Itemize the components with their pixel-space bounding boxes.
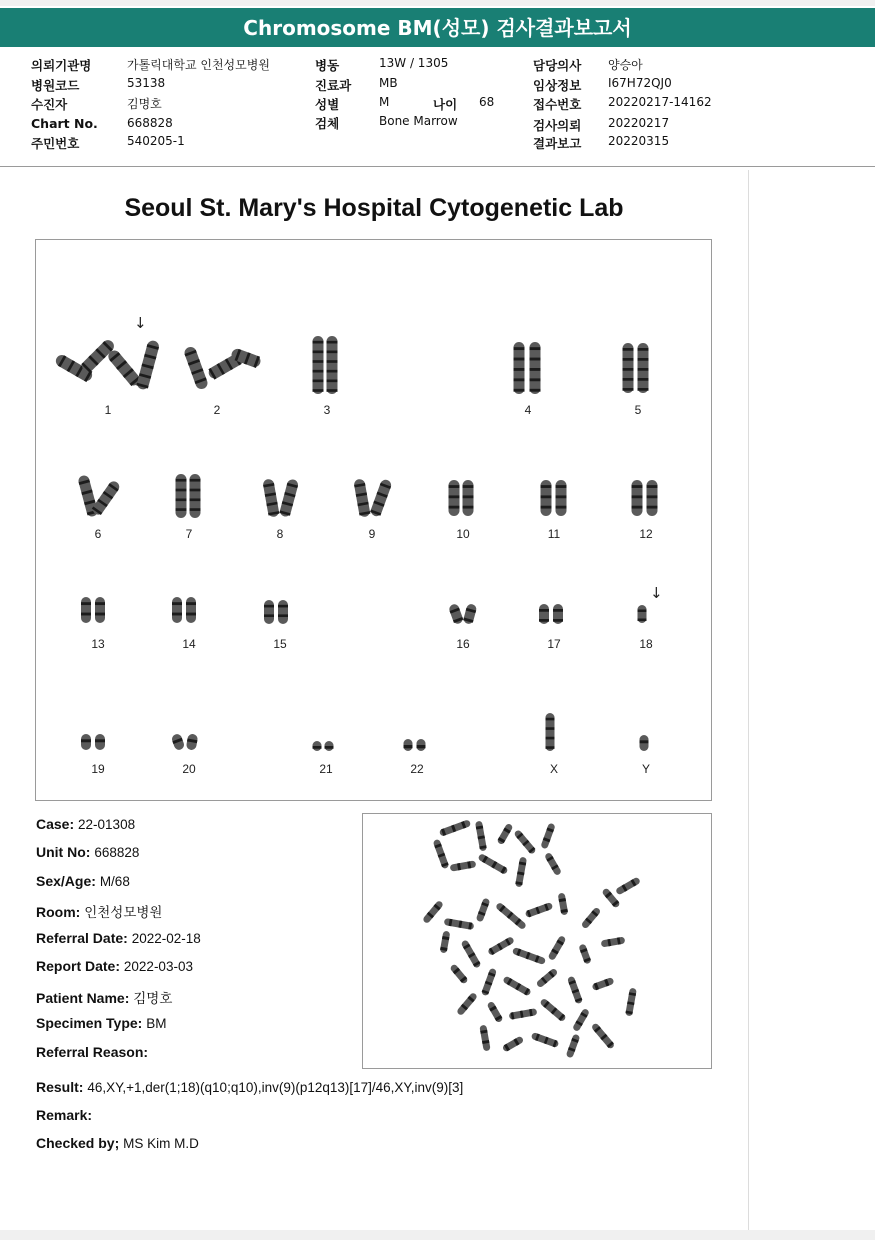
chromosome [417,739,426,751]
chromosome-label: 14 [182,637,196,651]
info-value: 540205-1 [127,134,185,148]
chromosome [353,478,370,517]
metaphase-chromosome [450,860,477,871]
metaphase-chromosome [544,852,562,876]
chromosome-label: 18 [639,637,653,651]
info-label: 검사의뢰 [533,118,582,133]
case-row: Case: 22-01308 [36,816,136,832]
chromosome [449,480,460,516]
info-label: 의뢰기관명 [31,58,92,73]
metaphase-chromosome [481,968,497,997]
metaphase-chromosome [486,1001,503,1024]
karyogram-panel [35,239,712,801]
metaphase-chromosome [487,936,515,956]
chromosome-label: 17 [547,637,561,651]
chromosome-label: 9 [368,527,376,541]
metaphase-chromosome [449,963,469,984]
remark-row: Remark: [36,1107,93,1123]
chromosome [556,480,567,516]
info-value: 양승아 [608,58,643,72]
top-edge [0,0,875,6]
metaphase-chromosome [581,907,602,930]
info-value: 김명호 [127,97,162,111]
info-label: 결과보고 [533,136,582,151]
metaphase-chromosome [476,898,491,923]
chromosome-label: Y [641,762,650,776]
metaphase-chromosome [578,943,591,964]
info-label: 진료과 [315,78,352,93]
metaphase-chromosome [502,1035,525,1052]
unit-row: Unit No: 668828 [36,844,140,860]
chromosome [327,336,338,394]
metaphase-chromosome [475,821,487,852]
chromosome [190,474,201,518]
chromosome-label: 7 [185,527,193,541]
chromosome-label: 12 [639,527,653,541]
metaphase-spread-panel [362,813,712,1069]
metaphase-chromosome [460,939,481,968]
chromosome-label: X [549,762,558,776]
chromosome [632,480,643,516]
abnormality-arrow-icon: ↓ [650,584,663,602]
chromosome [171,733,186,751]
chromosome [313,336,324,394]
info-value: I67H72QJ0 [608,76,672,90]
info-label: 병동 [315,58,340,73]
report-page [0,170,749,1230]
chromosome [546,713,555,751]
chromosome [136,339,161,390]
chromosome-label: 1 [104,403,112,417]
metaphase-chromosome [572,1008,590,1032]
result-row: Result: 46,XY,+1,der(1;18)(q10;q10),inv(9)(p12q13)[17]/46,XY,inv(9)[3] [36,1079,464,1095]
chromosome [313,741,322,751]
chromosome [369,478,392,517]
info-value: 20220217 [608,116,670,130]
metaphase-chromosome [525,902,554,918]
metaphase-chromosome [439,819,471,837]
chromosome-label: 13 [91,637,105,651]
chromosome-label: 22 [410,762,424,776]
patient-name-row: Patient Name: 김명호 [36,990,173,1006]
chromosome [463,603,478,625]
info-value: 가톨릭대학교 인천성모병원 [127,58,270,72]
referral-reason-row: Referral Reason: [36,1044,149,1060]
chromosome [404,739,413,751]
info-value: 668828 [127,116,173,130]
metaphase-chromosome [567,976,583,1005]
sex-age-row: Sex/Age: M/68 [36,873,130,889]
chromosome [530,342,541,394]
chromosome [81,734,91,750]
chromosome [279,478,299,518]
chromosome-label: 6 [94,527,102,541]
chromosome-label: 15 [273,637,287,651]
metaphase-chromosome [477,853,508,875]
chromosome [183,345,209,390]
info-label: 임상정보 [533,78,582,93]
chromosome [448,603,464,625]
age-label: 나이 [433,97,458,112]
chromosome [176,474,187,518]
age-value: 68 [479,95,495,109]
metaphase-chromosome [531,1032,560,1048]
metaphase-chromosome [444,918,475,930]
info-label: 검체 [315,116,340,131]
info-label: 병원코드 [31,78,80,93]
metaphase-chromosome [540,823,555,850]
info-label: 주민번호 [31,136,80,151]
abnormality-arrow-icon: ↓ [134,314,147,332]
chromosome-label: 19 [91,762,105,776]
chromosome [640,735,649,751]
bottom-edge [0,1230,875,1240]
chromosome [623,343,634,393]
chromosome [262,478,279,517]
metaphase-chromosome [440,931,451,954]
info-value: 53138 [127,76,166,90]
chromosome [638,605,647,623]
chromosome-label: 8 [276,527,284,541]
metaphase-chromosome [591,1022,616,1049]
info-value: 20220217-14162 [608,95,712,109]
chromosome [278,600,288,624]
room-row: Room: 인천성모병원 [36,904,163,920]
chromosome [81,597,91,623]
metaphase-chromosome [509,1008,538,1020]
info-value: 13W / 1305 [379,56,449,70]
metaphase-chromosome [512,947,546,965]
specimen-type-row: Specimen Type: BM [36,1015,167,1031]
info-value: MB [379,76,398,90]
metaphase-chromosome [456,992,478,1016]
info-label: 접수번호 [533,97,582,112]
chromosome [186,597,196,623]
info-label: Chart No. [31,116,98,131]
metaphase-chromosome [566,1034,581,1059]
metaphase-chromosome [495,902,527,931]
chromosome [106,348,142,388]
metaphase-chromosome [558,893,569,916]
chromosome-label: 16 [456,637,470,651]
chromosome-label: 11 [547,527,561,541]
metaphase-chromosome [502,975,531,996]
chromosome [264,600,274,624]
chromosome [514,342,525,394]
chromosome [172,597,182,623]
metaphase-chromosome [615,876,641,895]
info-label: 성별 [315,97,340,112]
info-panel [0,48,875,167]
metaphase-chromosome [539,998,566,1023]
referral-date-row: Referral Date: 2022-02-18 [36,930,201,946]
report-date-row: Report Date: 2022-03-03 [36,958,193,974]
chromosome [638,343,649,393]
chromosome [325,741,334,751]
chromosome [95,734,105,750]
chromosome [95,597,105,623]
chromosome [539,604,549,624]
info-value: 20220315 [608,134,670,148]
chromosome-label: 4 [524,403,532,417]
metaphase-chromosome [433,839,450,870]
metaphase-chromosome [601,936,626,947]
metaphase-chromosome [547,935,566,961]
side-margin [749,170,875,1230]
metaphase-chromosome [479,1025,490,1052]
lab-title: Seoul St. Mary's Hospital Cytogenetic Lab [124,194,624,222]
chromosome-label: 3 [323,403,331,417]
info-label: 담당의사 [533,58,582,73]
metaphase-chromosome [625,988,637,1017]
chromosome [91,479,122,516]
chromosome-label: 5 [634,403,642,417]
metaphase-chromosome [496,823,513,846]
chromosome [186,733,199,750]
info-value: M [379,95,390,109]
metaphase-chromosome [422,900,444,924]
report-title: Chromosome BM(성모) 검사결과보고서 [0,8,875,47]
info-value: Bone Marrow [379,114,458,128]
chromosome [463,480,474,516]
chromosome-label: 2 [213,403,221,417]
metaphase-chromosome [515,857,527,888]
chromosome [541,480,552,516]
info-label: 수진자 [31,97,68,112]
metaphase-spread-image [363,814,711,1068]
metaphase-chromosome [591,977,614,991]
chromosome [553,604,563,624]
metaphase-chromosome [536,968,559,989]
metaphase-chromosome [513,829,536,855]
chromosome-label: 21 [319,762,333,776]
chromosome-label: 20 [182,762,196,776]
checked-by-row: Checked by; MS Kim M.D [36,1135,199,1151]
chromosome [647,480,658,516]
chromosome-label: 10 [456,527,470,541]
